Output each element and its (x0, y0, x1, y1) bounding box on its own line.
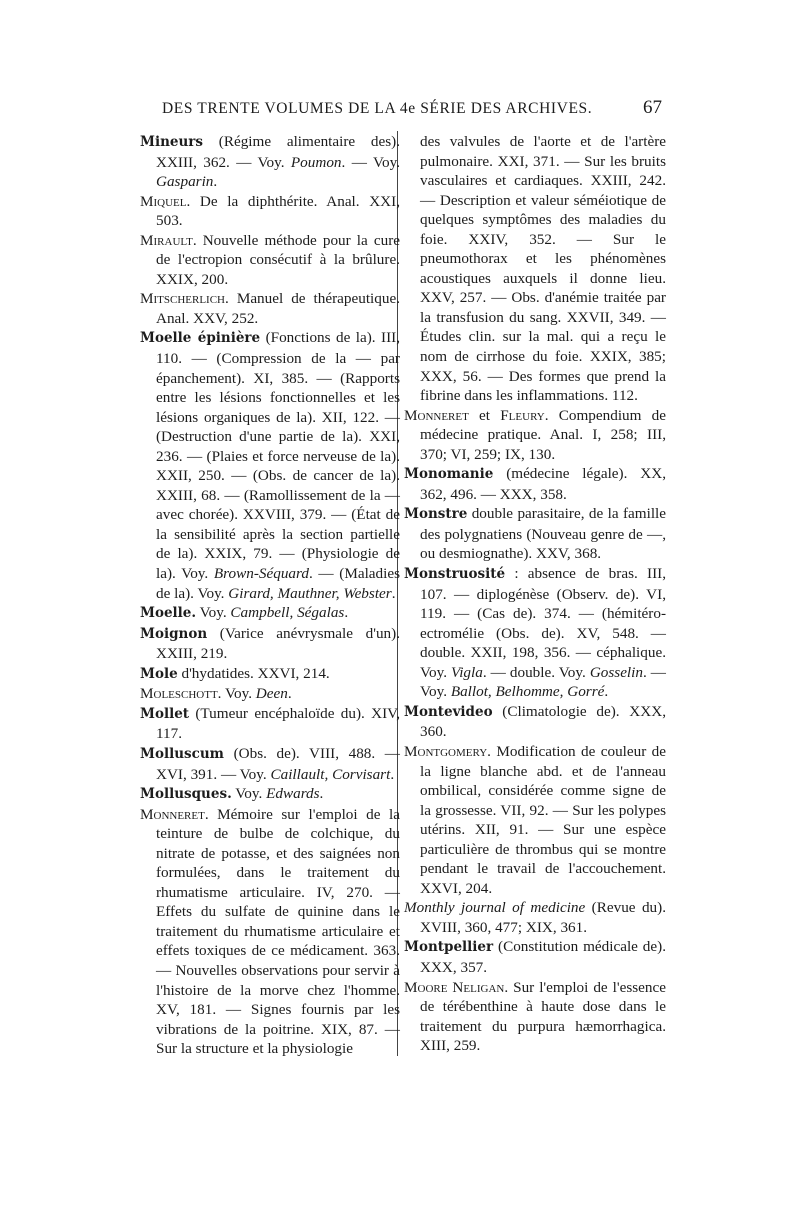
entry-headword: Mitscherlich. (140, 290, 229, 308)
entry-text: Compendium de médecine pratique. Anal. I, 258; III, 370; VI, 259; IX, 130. (420, 406, 666, 463)
entry-headword: Montevideo (404, 703, 493, 720)
index-entry (140, 132, 400, 192)
entry-reference: Brown-Séquard (213, 565, 309, 583)
entry-text: . (391, 584, 396, 602)
entry-text: et (468, 406, 501, 424)
entry-headword: Monstruosité (404, 566, 506, 583)
index-entry (140, 744, 400, 784)
entry-text: des valvules de l'aorte et de l'artère pulmonaire. XXI, 371. — Sur les bruits vasculaires et cardiaques. XXIII, 242. — Description et valeur séméiotique de quelques symptômes des maladies du foie. XXIV, 352. — Sur le pneumothorax et les phénomènes acoustiques auxquels il donne lieu. XXV, 257. — Obs. d'anémie traitée par la transfusion du sang. XXVII, 349. — Études clin. sur la mal. qui a reçu le nom de cirrhose du foie. XXIX, 385; XXX, 56. — Des formes que prend la fibrine dans les inflammations. 112. (420, 133, 666, 405)
index-entry (404, 564, 666, 702)
entry-text: Voy. (231, 785, 267, 803)
entry-text: (médecine légale). XX, 362, 496. — XXX, 358. (420, 465, 666, 503)
entry-text: : absence de bras. III, 107. — diplogénèse (Observ. de). VI, 119. — (Cas de). 374. — (hémitéro-ectromélie (Obs. de). XV, 548. — double. XXII, 198, 356. — céphalique. Voy. (420, 565, 666, 681)
entry-reference: Poumon (290, 153, 342, 171)
entry-text: . (319, 785, 324, 803)
index-entry (404, 406, 666, 465)
right-column (404, 132, 666, 1056)
entry-text: (Fonctions de la). III, 110. — (Compression de la — par épanchement). XI, 385. — (Rapports entre les lésions fonctionnelles et les lésions organiques de la). XII, 122. — (Destruction d'une partie de la). XXI, 236. — (Plaies et force nerveuse de la). XXII, 250. — (Obs. de cancer de la). XXIII, 68. — (Ramollissement de la — avec chorée). XXVIII, 379. — (État de la sensibilité après la section partielle de la). XXIX, 79. — (Physiologie de la). Voy. (156, 329, 400, 583)
entry-headword: Monomanie (404, 466, 494, 483)
index-entry (404, 464, 666, 504)
entry-headword: Moelle. (140, 605, 197, 622)
entry-text: d'hydatides. XXVI, 214. (177, 664, 330, 682)
entry-text: . (390, 765, 395, 783)
entry-text: Mémoire sur l'emploi de la teinture de bulbe de colchique, du nitrate de potasse, et des saignées non formulées, dans le traitement du rhumatisme articulaire. IV, 270. — Effets du sulfate de quinine dans le traitement du rhumatisme articulaire et effets toxiques de ce médicament. 363. — Nouvelles observations pour servir à l'histoire de la morve chez l'homme. XV, 181. — Signes fournis par les vibrations de la poitrine. XIX, 87. — Sur la structure et la physiologie (156, 805, 400, 1058)
entry-text: . (213, 173, 218, 191)
entry-text: Manuel de thérapeutique. Anal. XXV, 252. (156, 290, 400, 327)
index-entry (404, 937, 666, 977)
entry-reference: Girard, Mauthner, Webster (228, 584, 392, 602)
entry-headword: Monneret (404, 406, 469, 424)
left-column (140, 132, 400, 1059)
entry-text: . — Voy. (341, 153, 400, 171)
entry-text: (Tumeur encéphaloïde du). XIV, 117. (156, 704, 400, 743)
index-entry (140, 704, 400, 744)
entry-text: (Régime alimentaire des). XXIII, 362. — Voy. (156, 133, 400, 171)
index-entry (404, 132, 666, 406)
entry-headword: Mollusques. (140, 786, 232, 803)
entry-reference: Caillault, Corvisart (270, 765, 391, 783)
index-entry (404, 702, 666, 742)
entry-headword: Montpellier (404, 939, 494, 956)
entry-headword: Fleury. (500, 406, 549, 424)
index-entry (404, 978, 666, 1056)
index-entry (140, 192, 400, 231)
entry-headword: Moore Neligan. (404, 978, 509, 996)
entry-headword: Montgomery. (404, 742, 491, 760)
index-entry (140, 603, 400, 624)
entry-headword: Molluscum (140, 745, 224, 762)
index-entry (140, 784, 400, 805)
entry-reference: Gasparin (156, 173, 214, 191)
entry-headword: Moignon (140, 625, 208, 642)
entry-text: . (604, 683, 609, 701)
index-entry (404, 742, 666, 898)
entry-headword: Mineurs (140, 134, 204, 150)
entry-headword: Monneret. (140, 805, 209, 823)
entry-headword: Moleschott. (140, 685, 222, 703)
index-entry (404, 504, 666, 564)
entry-text: . — Voy. (420, 663, 666, 701)
entry-text: Sur l'emploi de l'essence de térébenthine à haute dose dans le traitement du purpura hæmorrhagica. XIII, 259. (420, 978, 666, 1055)
entry-text: double parasitaire, de la famille des polygnatiens (Nouveau genre de —, ou desmiognathe). XXV, 368. (420, 505, 666, 563)
index-entry (140, 805, 400, 1059)
entry-reference: Vigla (451, 663, 483, 681)
entry-text: Voy. (196, 604, 231, 622)
entry-text: (Obs. de). VIII, 488. — XVI, 391. — Voy. (156, 744, 400, 783)
entry-reference: Edwards (266, 785, 320, 803)
entry-headword: Mollet (140, 705, 190, 722)
entry-reference: Campbell, Ségalas (230, 604, 345, 622)
entry-text: (Revue du). XVIII, 360, 477; XIX, 361. (420, 899, 666, 936)
running-header (162, 97, 662, 119)
entry-text: . — double. Voy. (482, 663, 590, 681)
entry-headword: Monstre (404, 506, 468, 523)
index-entry (140, 624, 400, 664)
index-entry (404, 898, 666, 937)
entry-text: . — (Maladies de la). Voy. (156, 565, 401, 602)
page-number: 67 (643, 97, 662, 118)
entry-reference: Ballot, Belhomme, Gorré (450, 683, 605, 701)
entry-text: (Climatologie de). XXX, 360. (420, 702, 666, 741)
index-entry (140, 684, 400, 704)
entry-headword: Miquel. (140, 192, 191, 210)
running-title: DES TRENTE VOLUMES DE LA 4e SÉRIE DES ARCHIVES. (162, 100, 593, 117)
index-entry (140, 289, 400, 328)
entry-reference: Gosselin (589, 663, 643, 681)
entry-text: (Varice anévrysmale d'un). XXIII, 219. (156, 624, 400, 663)
entry-headword: Monthly journal of medicine (404, 899, 586, 917)
entry-text: Nouvelle méthode pour la cure de l'ectropion consécutif à la brûlure. XXIX, 200. (156, 231, 400, 288)
entry-headword: Moelle épinière (140, 330, 261, 347)
entry-text: Voy. (221, 685, 256, 703)
entry-text: (Constitution médicale de). XXX, 357. (420, 938, 666, 976)
entry-text: De la diphthérite. Anal. XXI, 503. (156, 192, 400, 230)
entry-headword: Mirault. (140, 231, 197, 249)
entry-headword: Mole (140, 665, 178, 682)
index-entry (140, 328, 400, 603)
entry-reference: Deen (255, 685, 288, 703)
entry-text: . (344, 604, 349, 622)
index-entry (140, 664, 400, 685)
entry-text: Modification de couleur de la ligne blanche abd. et de l'anneau ombilical, considérée comme signe de la grossesse. VII, 92. — Sur les polypes utérins. XII, 91. — Sur une espèce particulière de thrombus qui se montre pendant le travail de l'accouchement. XXVI, 204. (420, 742, 666, 897)
entry-text: . (287, 685, 292, 703)
index-entry (140, 231, 400, 290)
